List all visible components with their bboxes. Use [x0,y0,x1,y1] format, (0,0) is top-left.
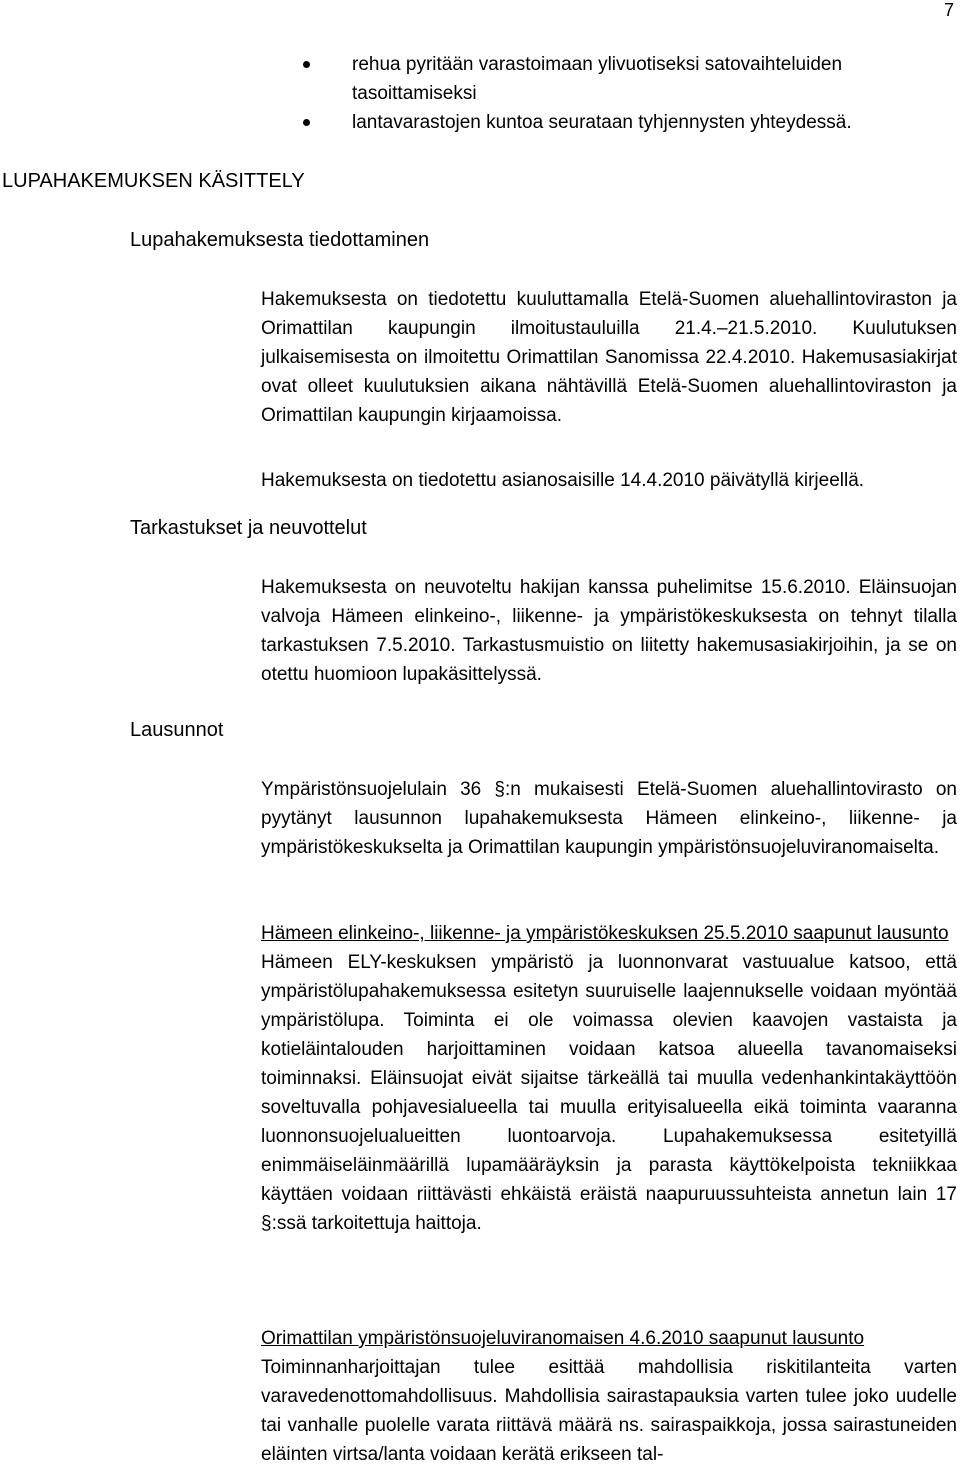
statement-ely [261,919,957,1238]
list-item [303,108,960,137]
statement-ely-title: Hämeen elinkeino-, liikenne- ja ympäristökeskuksen 25.5.2010 saapunut lausunto [261,923,949,944]
list-item-text: rehua pyritään varastoimaan ylivuotiseksi satovaihteluiden tasoittamiseksi [352,54,843,104]
bullet-dot-icon [303,119,310,126]
page-number: 7 [943,0,954,20]
paragraph-asianosaiset: Hakemuksesta on tiedotettu asianosaisille 14.4.2010 päivätyllä kirjeellä. [261,470,865,491]
statement-orimattila-title: Orimattilan ympäristönsuojeluviranomaisen 4.6.2010 saapunut lausunto [261,1328,865,1349]
section-heading-tarkastukset: Tarkastukset ja neuvottelut [130,517,367,539]
statement-orimattila-body: Toiminnanharjoittajan tulee esittää mahdollisia riskitilanteita varten varavedenottomahdollisuus. Mahdollisia sairastapauksia varten tulee joko uudelle tai vanhalle puolelle varata riittävä määrä ns. sairaspaikkoja, jossa sairastuneiden eläinten virtsa/lanta voidaan kerätä erikseen tal- [261,1357,957,1465]
paragraph-tiedottaminen: Hakemuksesta on tiedotettu kuuluttamalla Etelä-Suomen aluehallintoviraston ja Orimattilan kaupungin ilmoitustauluilla 21.4.–21.5.2010. Kuulutuksen julkaisemisesta on ilmoitettu Orimattilan Sanomissa 22.4.2010. Hakemusasiakirjat ovat olleet kuulutuksien aikana nähtävillä Etelä-Suomen aluehallintoviraston ja Orimattilan kaupungin kirjaamoissa. [261,289,957,426]
main-heading: LUPAHAKEMUKSEN KÄSITTELY [2,170,305,192]
bullet-list [303,50,960,137]
bullet-dot-icon [303,61,310,68]
list-item [303,50,960,108]
paragraph-tarkastukset: Hakemuksesta on neuvoteltu hakijan kanssa puhelimitse 15.6.2010. Eläinsuojan valvoja Hämeen elinkeino-, liikenne- ja ympäristökeskuksesta on tehnyt tilalla tarkastuksen 7.5.2010. Tarkastusmuistio on liitetty hakemusasiakirjoihin, ja se on otettu huomioon lupakäsittelyssä. [261,577,957,685]
section-heading-lausunnot: Lausunnot [130,719,224,741]
section-heading-tiedottaminen: Lupahakemuksesta tiedottaminen [130,229,430,251]
paragraph-lausunnot-intro: Ympäristönsuojelulain 36 §:n mukaisesti Etelä-Suomen aluehallintovirasto on pyytänyt lausunnon lupahakemuksesta Hämeen elinkeino-, liikenne- ja ympäristökeskukselta ja Orimattilan kaupungin ympäristönsuojeluviranomaiselta. [261,779,957,858]
statement-orimattila [261,1324,957,1469]
list-item-text: lantavarastojen kuntoa seurataan tyhjennysten yhteydessä. [352,112,852,133]
statement-ely-body: Hämeen ELY-keskuksen ympäristö ja luonnonvarat vastuualue katsoo, että ympäristölupahakemuksessa esitetyn suuruiselle laajennukselle voidaan myöntää ympäristölupa. Toiminta ei ole voimassa olevien kaavojen vastaista ja kotieläintalouden harjoittaminen voidaan katsoa alueella tavanomaiseksi toiminnaksi. Eläinsuojat eivät sijaitse tärkeällä tai muulla vedenhankintakäyttöön soveltuvalla pohjavesialueella tai muulla erityisalueella eikä toiminta vaaranna luonnonsuojelualueitten luontoarvoja. Lupahakemuksessa esitetyillä enimmäiseläinmäärillä lupamääräyksin ja parasta käyttökelpoista tekniikkaa käyttäen voidaan riittävästi ehkäistä eräistä naapuruussuhteista annetun lain 17 §:ssä tarkoitettuja haittoja. [261,952,957,1234]
